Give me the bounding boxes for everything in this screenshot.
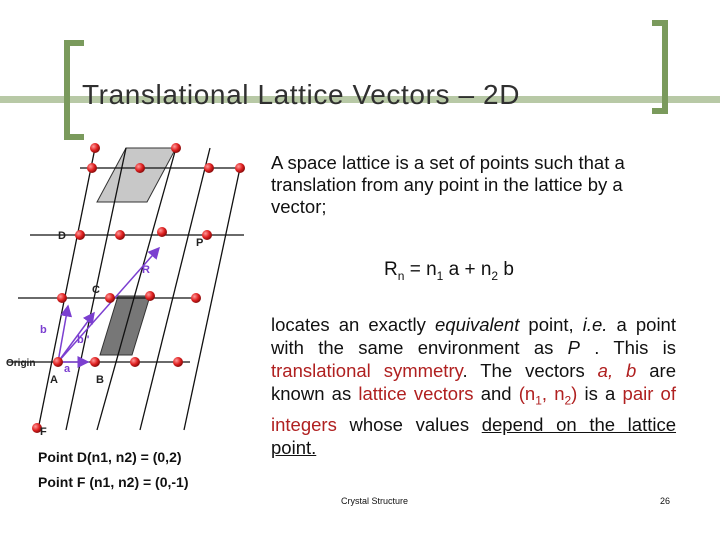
formula-r: R bbox=[384, 259, 398, 280]
lattice-point bbox=[115, 230, 125, 240]
gray-unit-cell-top bbox=[97, 148, 176, 202]
label-b-prime: b ' bbox=[77, 334, 90, 346]
lattice-point bbox=[87, 163, 97, 173]
lattice-point-c bbox=[57, 293, 67, 303]
text-run-italic: i.e. bbox=[582, 314, 608, 335]
text-run: is a bbox=[577, 383, 623, 404]
label-p: P bbox=[196, 237, 204, 249]
text-run: locates an exactly bbox=[271, 314, 435, 335]
lattice-point bbox=[202, 230, 212, 240]
lattice-point bbox=[171, 143, 181, 153]
label-d: D bbox=[58, 230, 66, 242]
formula-r-sub: n bbox=[397, 268, 405, 283]
caption-point-d: Point D(n1, n2) = (0,2) bbox=[38, 449, 182, 465]
text-run-highlight: , n bbox=[541, 383, 565, 404]
lattice-point bbox=[173, 357, 183, 367]
label-a-vector: a bbox=[64, 363, 71, 375]
formula-n2-sub: 2 bbox=[491, 268, 499, 283]
lattice-point bbox=[235, 163, 245, 173]
text-run-highlight: 1 bbox=[535, 393, 542, 408]
lattice-point bbox=[145, 291, 155, 301]
text-run-italic: equivalent bbox=[435, 314, 520, 335]
label-r: R bbox=[142, 264, 150, 276]
footer-title: Crystal Structure bbox=[341, 496, 409, 506]
text-run-highlight: 2 bbox=[564, 393, 572, 408]
label-b-vector: b bbox=[40, 324, 47, 336]
text-run: and bbox=[473, 383, 519, 404]
lattice-point bbox=[105, 293, 115, 303]
lattice-point-d bbox=[75, 230, 85, 240]
explanation-paragraph bbox=[271, 313, 676, 459]
lattice-point bbox=[130, 357, 140, 367]
formula-eq: = n bbox=[404, 259, 437, 280]
text-run-highlight: a, b bbox=[597, 360, 637, 381]
label-f: F bbox=[40, 426, 47, 438]
lattice-point-origin bbox=[53, 357, 63, 367]
left-bracket-decoration bbox=[64, 40, 84, 140]
lattice-point bbox=[90, 143, 100, 153]
lattice-point-b bbox=[90, 357, 100, 367]
lattice-point bbox=[135, 163, 145, 173]
label-a-point: A bbox=[50, 374, 58, 386]
text-run: are known as bbox=[271, 360, 677, 404]
text-run-highlight: translational symmetry bbox=[271, 360, 463, 381]
label-c: C bbox=[92, 284, 100, 296]
text-run: . This is bbox=[580, 337, 676, 358]
gray-unit-cell-bottom bbox=[100, 296, 150, 355]
text-run: point, bbox=[519, 314, 583, 335]
text-run: a point with the same environment as bbox=[271, 314, 676, 358]
text-run-highlight: (n bbox=[518, 383, 536, 404]
lattice-point bbox=[204, 163, 214, 173]
text-run-underlined: depend on the lattice point. bbox=[271, 413, 677, 458]
text-run: . The vectors bbox=[462, 360, 598, 381]
label-b-point: B bbox=[96, 374, 104, 386]
right-bracket-decoration bbox=[652, 20, 668, 114]
lattice-point-p bbox=[157, 227, 167, 237]
text-run: whose values bbox=[336, 413, 482, 435]
text-run-highlight: pair of integers bbox=[271, 383, 676, 435]
lattice-vector-formula bbox=[384, 259, 514, 283]
caption-point-f: Point F (n1, n2) = (0,-1) bbox=[38, 474, 189, 490]
formula-n1-sub: 1 bbox=[436, 268, 444, 283]
vector-b bbox=[58, 306, 68, 362]
formula-mid: a + n bbox=[443, 259, 492, 280]
definition-paragraph: A space lattice is a set of points such that a translation from any point in the lattice by a vector; bbox=[271, 152, 625, 217]
lattice-point bbox=[191, 293, 201, 303]
formula-end: b bbox=[498, 259, 514, 280]
slide-title: Translational Lattice Vectors – 2D bbox=[82, 79, 521, 110]
slide-number: 26 bbox=[660, 496, 671, 506]
text-run-highlight: ) bbox=[571, 383, 578, 404]
text-run-highlight: lattice vectors bbox=[358, 383, 474, 404]
text-run-italic: P bbox=[567, 337, 580, 358]
label-origin: Origin bbox=[6, 358, 36, 369]
